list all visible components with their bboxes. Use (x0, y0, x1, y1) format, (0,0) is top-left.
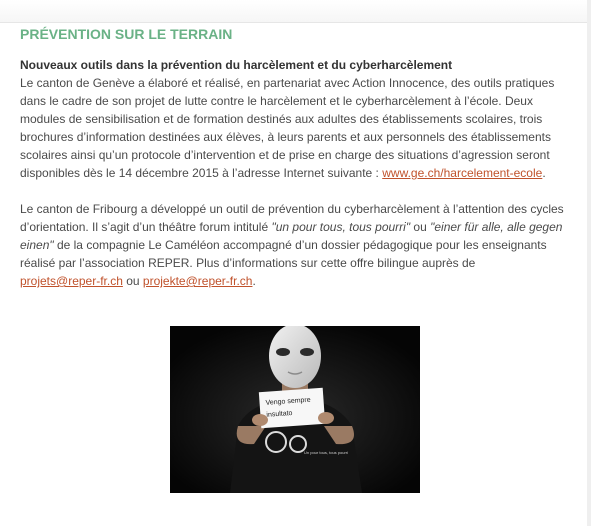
sign-text-line1: Vengo sempre (265, 396, 311, 407)
play-title-fr: "un pour tous, tous pourri" (271, 220, 411, 234)
top-bar (0, 0, 591, 23)
section-title: PRÉVENTION SUR LE TERRAIN (20, 26, 233, 42)
theatre-photo (170, 326, 420, 493)
theatre-photo-image (170, 326, 420, 493)
paragraph-fribourg-end: . (252, 274, 256, 288)
paragraph-geneve-end: . (542, 166, 546, 180)
play-title-de: "einer für alle, alle gegen einen" (20, 220, 563, 252)
article-content (20, 24, 572, 290)
paragraph-geneve (20, 74, 572, 182)
shirt-print-text: Un pour tous, tous pourri (304, 450, 349, 455)
email-link-projekte[interactable]: projekte@reper-fr.ch (142, 274, 253, 288)
article-subheading: Nouveaux outils dans la prévention du harcèlement et du cyberharcèlement (20, 58, 453, 72)
paragraph-geneve-text: Le canton de Genève a élaboré et réalisé, en partenariat avec Action Innocence, des outils pratiques dans le cadre de son projet de lutte contre le harcèlement et le cyberharcèlement à l’école. Deux modules de sensibilisation et de formation destinés aux adultes des établissements scolaires, trois brochures d’information destinées aux élèves, à leurs parents et aux personnels des établissements scolaires ainsi qu’un protocole d’intervention et de prise en charge des situations d’agression seront disponibles dès le 14 décembre 2015 à l’adresse Internet suivante : (20, 76, 555, 180)
email-separator: ou (122, 274, 143, 288)
paragraph-fribourg-conj: ou (410, 220, 431, 234)
paragraph-fribourg (20, 200, 572, 290)
email-link-projets[interactable]: projets@reper-fr.ch (20, 274, 123, 288)
paragraph-fribourg-part1: Le canton de Fribourg a développé un outil de prévention du cyberharcèlement à l’attention des cycles d’orientation. Il s’agit d’un théâtre forum intitulé (20, 202, 564, 234)
paragraph-fribourg-part2: de la compagnie Le Caméléon accompagné d’un dossier pédagogique pour les enseignants réalisé par l’association REPER. Plus d’informations sur cette offre bilingue auprès de (20, 238, 547, 270)
sign-text-line2: insultato (266, 409, 293, 419)
link-harcelement-ecole[interactable]: www.ge.ch/harcelement-ecole (382, 166, 543, 180)
scrollbar-track[interactable] (587, 0, 591, 526)
